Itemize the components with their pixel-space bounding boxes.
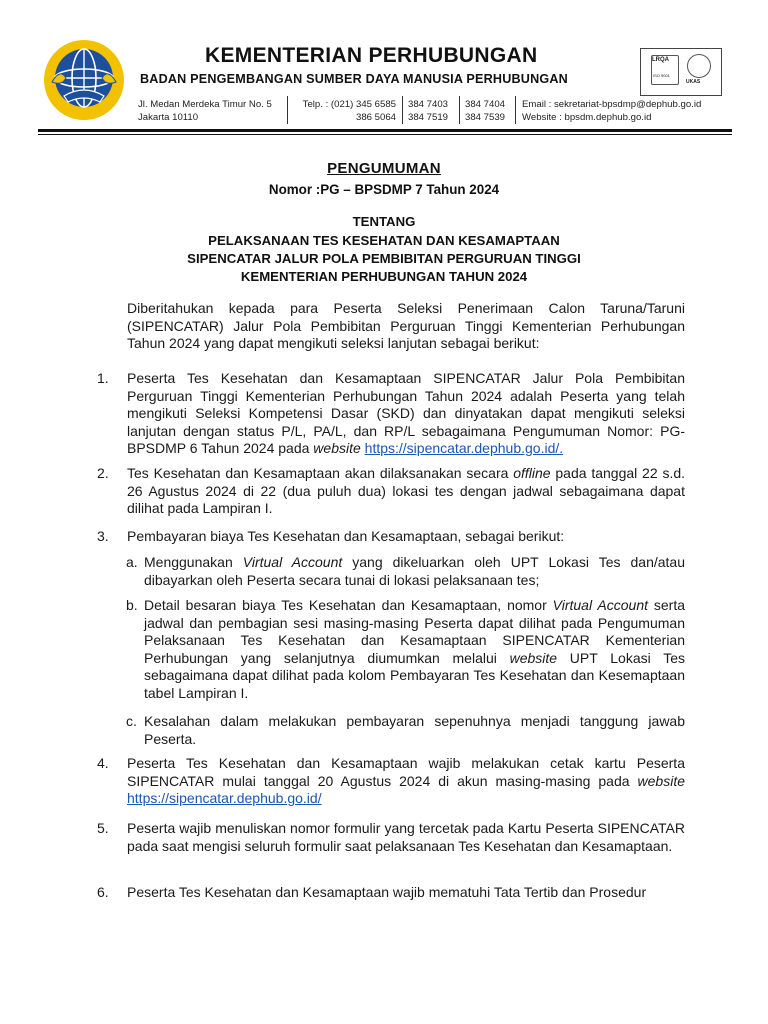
item-emphasis: website: [509, 649, 558, 666]
address-line-1: Jl. Medan Merdeka Timur No. 5: [138, 99, 272, 110]
list-number: 3.: [97, 528, 109, 544]
item-text: yang dikeluarkan oleh UPT Lokasi Tes dan/atau dibayarkan oleh Peserta secara tunai di lokasi pelaksanaan tes;: [144, 554, 685, 588]
subject-line-2: SIPENCATAR JALUR POLA PEMBIBITAN PERGURUAN TINGGI: [187, 251, 581, 266]
phone-column-2: [408, 98, 448, 124]
sublist-item-a: [144, 554, 685, 589]
ukas-label: UKAS: [686, 79, 701, 85]
telephone-block: [294, 98, 396, 124]
sublist-label: b.: [126, 597, 138, 613]
item-text: Tes Kesehatan dan Kesamaptaan akan dilaksanakan secara: [127, 465, 514, 481]
letterhead-rule-thin: [38, 134, 732, 135]
item-emphasis: Virtual Account: [552, 597, 648, 613]
certification-badges: [640, 48, 722, 96]
announcement-number: Nomor :PG – BPSDMP 7 Tahun 2024: [268, 182, 500, 197]
ukas-badge-icon: [687, 54, 711, 78]
divider: [287, 96, 288, 124]
item-text: serta jadwal dan pembagian sesi masing-masing Peserta dapat dilihat pada Pengumuman Pelaksanaan Tes Kesehatan dan Kesamaptaan SIPENCATAR Kementerian Perhubungan yang selanjutnya diumumkan melalui: [144, 597, 685, 666]
item-text: Peserta Tes Kesehatan dan Kesamaptaan wajib melakukan cetak kartu Peserta SIPENCATAR mulai tanggal 20 Agustus 2024 di akun masing-masing pada: [127, 755, 685, 789]
organization-subtitle: BADAN PENGEMBANGAN SUMBER DAYA MANUSIA PERHUBUNGAN: [140, 72, 568, 86]
item-emphasis: Virtual Account: [242, 554, 343, 570]
list-number: 2.: [97, 465, 109, 481]
item-emphasis: offline: [513, 465, 551, 481]
sublist-label: a.: [126, 554, 138, 570]
list-number: 4.: [97, 755, 109, 771]
item-emphasis: website: [313, 440, 361, 456]
list-number: 5.: [97, 820, 109, 836]
list-item-3: Pembayaran biaya Tes Kesehatan dan Kesamaptaan, sebagai berikut:: [127, 528, 565, 544]
item-emphasis: website: [637, 772, 685, 789]
item-text: pada tanggal 22 s.d. 26 Agustus 2024 di 22 (dua puluh dua) lokasi tes dengan jadwal sebagaimana dapat dilihat pada Lampiran I.: [127, 465, 686, 516]
phone-number: 384 7403: [408, 99, 449, 110]
item-text: UPT Lokasi Tes sebagaimana dapat dilihat pada kolom Pembayaran Tes Kesehatan dan Kesemaptaan tabel Lampiran I.: [144, 649, 685, 701]
lrqa-label: LRQA: [652, 57, 669, 63]
sipencatar-link[interactable]: https://sipencatar.dephub.go.id/: [127, 790, 322, 806]
letterhead-rule-thick: [38, 129, 732, 132]
sipencatar-link[interactable]: https://sipencatar.dephub.go.id/.: [364, 440, 564, 456]
list-item-4: [127, 755, 685, 808]
list-item-5: Peserta wajib menuliskan nomor formulir yang tercetak pada Kartu Peserta SIPENCATAR pada saat mengisi seluruh formulir saat pelaksanaan Tes Kesehatan dan Kesamaptaan.: [127, 820, 685, 854]
divider: [402, 96, 403, 124]
contact-block: [522, 98, 701, 124]
item-text: Peserta Tes Kesehatan dan Kesamaptaan SIPENCATAR Jalur Pola Pembibitan Perguruan Tinggi Kementerian Perhubungan Tahun 2024 adalah Peserta yang telah mengikuti Seleksi Kompetensi Dasar (SKD) dan dinyatakan dapat mengikuti seleksi lanjutan dengan status P/L, PA/L, dan RP/L sebagaimana Pengumuman Nomor: PG-BPSDMP 6 Tahun 2024 pada: [127, 370, 685, 456]
sublist-item-c: Kesalahan dalam melakukan pembayaran sepenuhnya menjadi tanggung jawab Peserta.: [144, 713, 685, 747]
phone-column-3: [465, 98, 505, 124]
email-text: Email : sekretariat-bpsdmp@dephub.go.id: [522, 99, 702, 110]
item-text: Menggunakan: [144, 554, 243, 570]
phone-number: 384 7519: [408, 112, 449, 123]
telephone-line-1: Telp. : (021) 345 6585: [302, 99, 396, 110]
list-item-1: [127, 370, 685, 458]
announcement-title: PENGUMUMAN: [327, 160, 441, 177]
divider: [515, 96, 516, 124]
lrqa-iso-label: ISO 9001: [653, 73, 670, 78]
list-item-2: [127, 465, 685, 518]
address-line-2: Jakarta 10110: [138, 112, 199, 123]
item-text: Detail besaran biaya Tes Kesehatan dan Kesamaptaan, nomor: [144, 597, 553, 613]
list-number: 6.: [97, 884, 109, 900]
phone-number: 384 7404: [465, 99, 506, 110]
sublist-label: c.: [126, 713, 137, 729]
organization-name: KEMENTERIAN PERHUBUNGAN: [205, 44, 538, 67]
subject-line-1: PELAKSANAAN TES KESEHATAN DAN KESAMAPTAAN: [208, 233, 560, 248]
list-item-6: Peserta Tes Kesehatan dan Kesamaptaan wajib mematuhi Tata Tertib dan Prosedur: [127, 884, 647, 900]
sublist-item-b: [144, 597, 685, 702]
phone-number: 384 7539: [465, 112, 506, 123]
ministry-logo: [42, 38, 126, 122]
divider: [459, 96, 460, 124]
address-block: [138, 98, 272, 124]
about-heading: TENTANG: [352, 214, 416, 229]
intro-paragraph: Diberitahukan kepada para Peserta Seleksi Penerimaan Calon Taruna/Taruni (SIPENCATAR) Jalur Pola Pembibitan Perguruan Tinggi Kementerian Perhubungan Tahun 2024 yang dapat mengikuti seleksi lanjutan sebagai berikut:: [127, 300, 685, 351]
subject-line-3: KEMENTERIAN PERHUBUNGAN TAHUN 2024: [240, 269, 528, 284]
website-text: Website : bpsdm.dephub.go.id: [522, 112, 652, 123]
telephone-line-2: 386 5064: [355, 112, 396, 123]
list-number: 1.: [97, 370, 109, 386]
